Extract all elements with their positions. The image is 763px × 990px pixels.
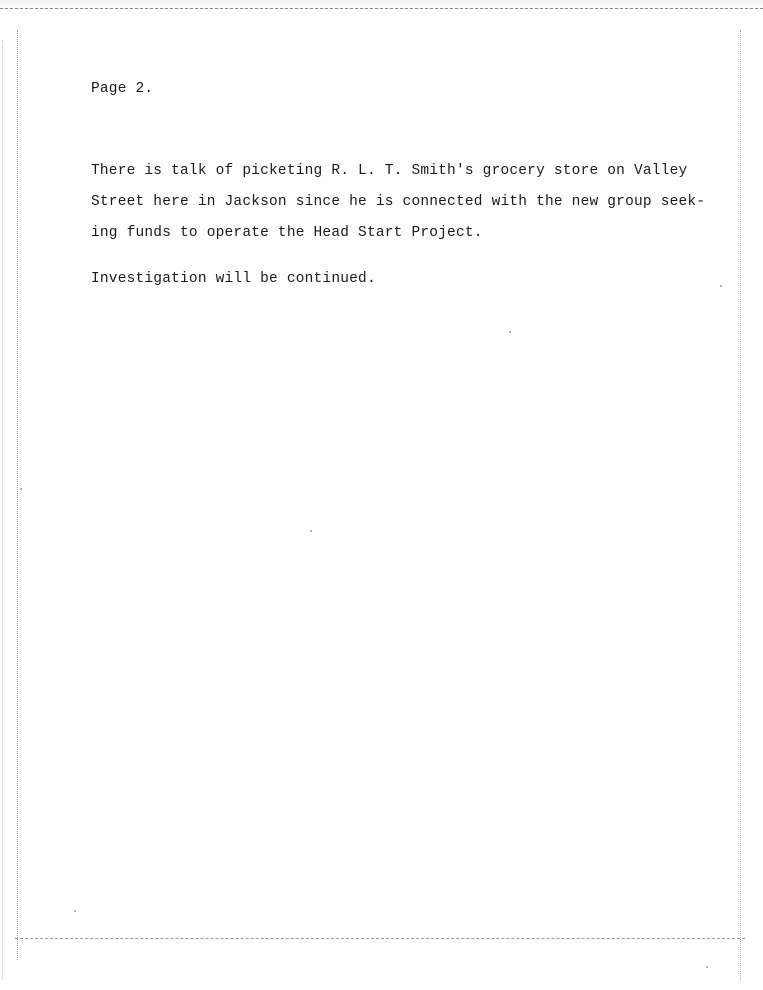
scan-speck [74, 910, 76, 912]
paragraph-line: There is talk of picketing R. L. T. Smith's grocery store on Valley [91, 163, 688, 179]
scan-speck [509, 331, 511, 333]
scan-speck [720, 285, 722, 287]
scan-speck [20, 488, 22, 490]
scan-speck [706, 966, 708, 968]
page-number: Page 2. [91, 81, 154, 97]
paragraph-line: ing funds to operate the Head Start Project. [91, 225, 483, 241]
scan-bottom-edge [15, 938, 745, 939]
closing-statement: Investigation will be continued. [91, 271, 376, 287]
scan-top-edge [0, 0, 763, 9]
scan-right-edge [740, 30, 741, 980]
scan-left-outer-edge [2, 40, 3, 980]
paragraph-line: Street here in Jackson since he is connected with the new group seek- [91, 194, 706, 210]
scan-left-edge [17, 30, 18, 960]
scan-speck [310, 530, 312, 532]
